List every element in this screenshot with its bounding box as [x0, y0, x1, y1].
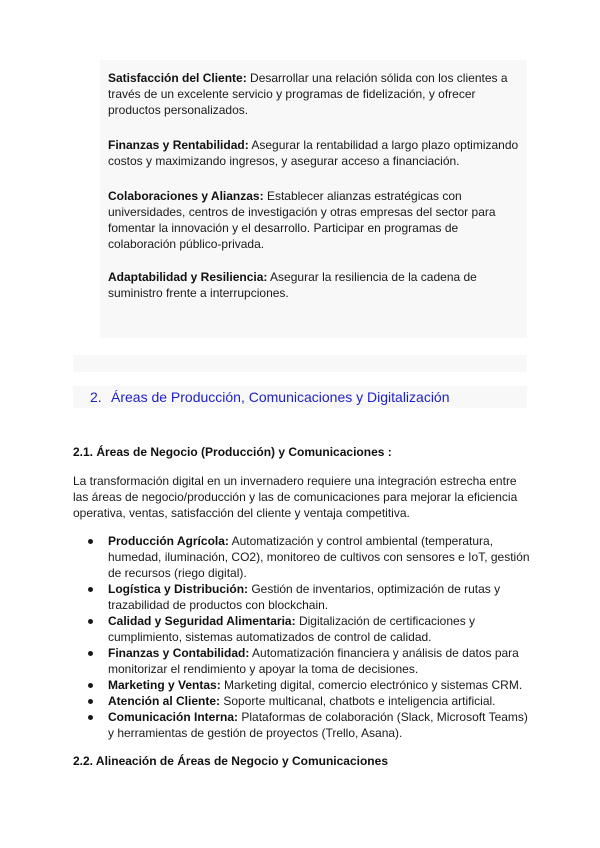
bullet-icon — [88, 715, 93, 720]
list-item-text: Automatización financiera y análisis de datos para monitorizar el rendimiento y apoyar la toma de decisiones. — [108, 646, 519, 676]
objective-text: Asegurar la resiliencia de la cadena de suministro frente a interrupciones. — [108, 270, 477, 300]
objective-title: Adaptabilidad y Resiliencia: — [108, 270, 268, 284]
list-item — [73, 533, 535, 581]
bullet-icon — [88, 699, 93, 704]
section-title: Áreas de Producción, Comunicaciones y Digitalización — [111, 389, 450, 405]
list-item — [73, 677, 535, 693]
list-item — [73, 613, 535, 645]
bullet-icon — [88, 539, 93, 544]
list-item-title: Calidad y Seguridad Alimentaria: — [108, 614, 296, 628]
list-item-text: Gestión de inventarios, optimización de rutas y trazabilidad de productos con blockchain. — [108, 582, 501, 612]
objective-title: Finanzas y Rentabilidad: — [108, 138, 249, 152]
list-item — [73, 581, 535, 613]
separator-band — [73, 355, 527, 372]
list-item-title: Atención al Cliente: — [108, 694, 221, 708]
list-item-title: Logística y Distribución: — [108, 582, 249, 596]
list-item-title: Producción Agrícola: — [108, 534, 229, 548]
section-heading — [90, 388, 450, 406]
list-item — [73, 693, 535, 709]
list-item-title: Comunicación Interna: — [108, 710, 239, 724]
objective-text: Asegurar la rentabilidad a largo plazo optimizando costos y maximizando ingresos, y asegurar acceso a financiación. — [108, 138, 519, 168]
bullet-icon — [88, 683, 93, 688]
intro-paragraph: La transformación digital en un invernadero requiere una integración estrecha entre las áreas de negocio/producción y las de comunicaciones para mejorar la eficiencia operativa, ventas, satisfacción del cliente y ventaja competitiva. — [73, 474, 518, 520]
list-item-text: Marketing digital, comercio electrónico y sistemas CRM. — [220, 678, 523, 692]
bullet-icon — [88, 587, 93, 592]
list-item-text: Plataformas de colaboración (Slack, Microsoft Teams) y herramientas de gestión de proyectos (Trello, Asana). — [108, 710, 528, 740]
subsection-heading: 2.1. Áreas de Negocio (Producción) y Comunicaciones : — [73, 445, 392, 459]
bullet-icon — [88, 619, 93, 624]
objective-paragraph — [108, 269, 528, 301]
section-number: 2. — [90, 389, 102, 405]
list-item-title: Marketing y Ventas: — [108, 678, 221, 692]
list-item — [73, 709, 535, 741]
objective-title: Satisfacción del Cliente: — [108, 71, 247, 85]
list-item-text: Soporte multicanal, chatbots e inteligencia artificial. — [220, 694, 496, 708]
objective-paragraph — [108, 188, 528, 252]
objective-title: Colaboraciones y Alianzas: — [108, 189, 264, 203]
objective-text: Establecer alianzas estratégicas con universidades, centros de investigación y otras empresas del sector para fomentar la innovación y el desarrollo. Participar en programas de colaboración público-privada. — [108, 189, 496, 251]
objective-paragraph — [108, 70, 528, 118]
business-areas-list — [73, 533, 535, 741]
list-item-text: Digitalización de certificaciones y cumplimiento, sistemas automatizados de control de calidad. — [108, 614, 476, 644]
list-item-text: Automatización y control ambiental (temperatura, humedad, iluminación, CO2), monitoreo de cultivos con sensores e IoT, gestión de recursos (riego digital). — [108, 534, 530, 580]
subsection-heading: 2.2. Alineación de Áreas de Negocio y Comunicaciones — [73, 754, 388, 768]
list-item-title: Finanzas y Contabilidad: — [108, 646, 250, 660]
bullet-icon — [88, 651, 93, 656]
objective-paragraph — [108, 137, 528, 169]
objective-text: Desarrollar una relación sólida con los clientes a través de un excelente servicio y programas de fidelización, y ofrecer productos personalizados. — [108, 71, 508, 117]
list-item — [73, 645, 535, 677]
